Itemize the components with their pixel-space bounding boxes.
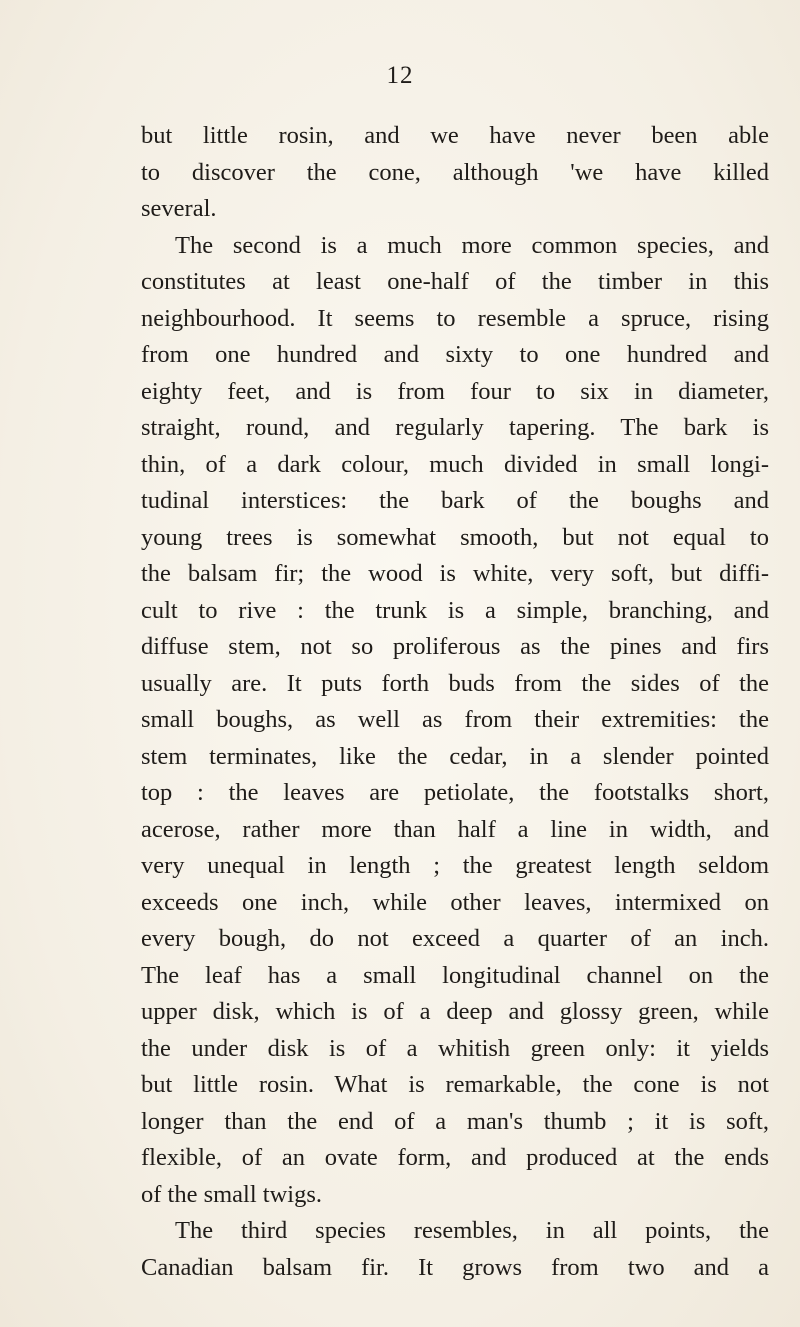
text-line: cult to rive : the trunk is a simple, branching, and bbox=[141, 596, 769, 624]
text-line: from one hundred and sixty to one hundred and bbox=[141, 341, 769, 368]
text-line: but little rosin, and we have never been able bbox=[141, 122, 769, 149]
text-line: The third species resembles, in all points, the bbox=[175, 1217, 769, 1244]
text-line: of the small twigs. bbox=[141, 1180, 323, 1208]
text-line: upper disk, which is of a deep and glossy green, while bbox=[141, 998, 769, 1025]
text-line: every bough, do not exceed a quarter of an inch. bbox=[141, 925, 769, 952]
text-line: top : the leaves are petiolate, the footstalks short, bbox=[141, 779, 769, 806]
text-line: Canadian balsam fir. It grows from two and a bbox=[141, 1253, 769, 1281]
text-line: acerose, rather more than half a line in width, and bbox=[141, 815, 769, 843]
text-line: longer than the end of a man's thumb ; it is soft, bbox=[141, 1107, 769, 1135]
page-number: 12 bbox=[386, 62, 414, 89]
text-line: straight, round, and regularly tapering. The bark is bbox=[141, 414, 769, 441]
text-line: stem terminates, like the cedar, in a slender pointed bbox=[141, 742, 769, 770]
text-line: neighbourhood. It seems to resemble a spruce, rising bbox=[141, 304, 769, 332]
text-line: diffuse stem, not so proliferous as the pines and firs bbox=[141, 633, 769, 660]
text-line: thin, of a dark colour, much divided in small longi- bbox=[141, 450, 769, 478]
text-line: flexible, of an ovate form, and produced at the ends bbox=[141, 1144, 769, 1171]
body-text bbox=[141, 118, 769, 1286]
text-line: the balsam fir; the wood is white, very soft, but diffi- bbox=[141, 560, 769, 587]
text-line: The leaf has a small longitudinal channel on the bbox=[141, 961, 769, 989]
text-line: The second is a much more common species, and bbox=[175, 231, 769, 259]
text-line: to discover the cone, although 'we have killed bbox=[141, 158, 769, 186]
text-line: tudinal interstices: the bark of the boughs and bbox=[141, 487, 769, 514]
text-line: the under disk is of a whitish green only: it yields bbox=[141, 1034, 769, 1062]
text-line: eighty feet, and is from four to six in diameter, bbox=[141, 377, 769, 405]
text-line: exceeds one inch, while other leaves, intermixed on bbox=[141, 888, 769, 916]
text-line: constitutes at least one-half of the timber in this bbox=[141, 268, 769, 295]
text-line: usually are. It puts forth buds from the sides of the bbox=[141, 669, 769, 697]
text-line: small boughs, as well as from their extremities: the bbox=[141, 706, 769, 733]
text-line: young trees is somewhat smooth, but not equal to bbox=[141, 523, 769, 551]
text-line: but little rosin. What is remarkable, the cone is not bbox=[141, 1071, 769, 1098]
text-line: several. bbox=[141, 195, 217, 222]
text-line: very unequal in length ; the greatest length seldom bbox=[141, 852, 769, 879]
